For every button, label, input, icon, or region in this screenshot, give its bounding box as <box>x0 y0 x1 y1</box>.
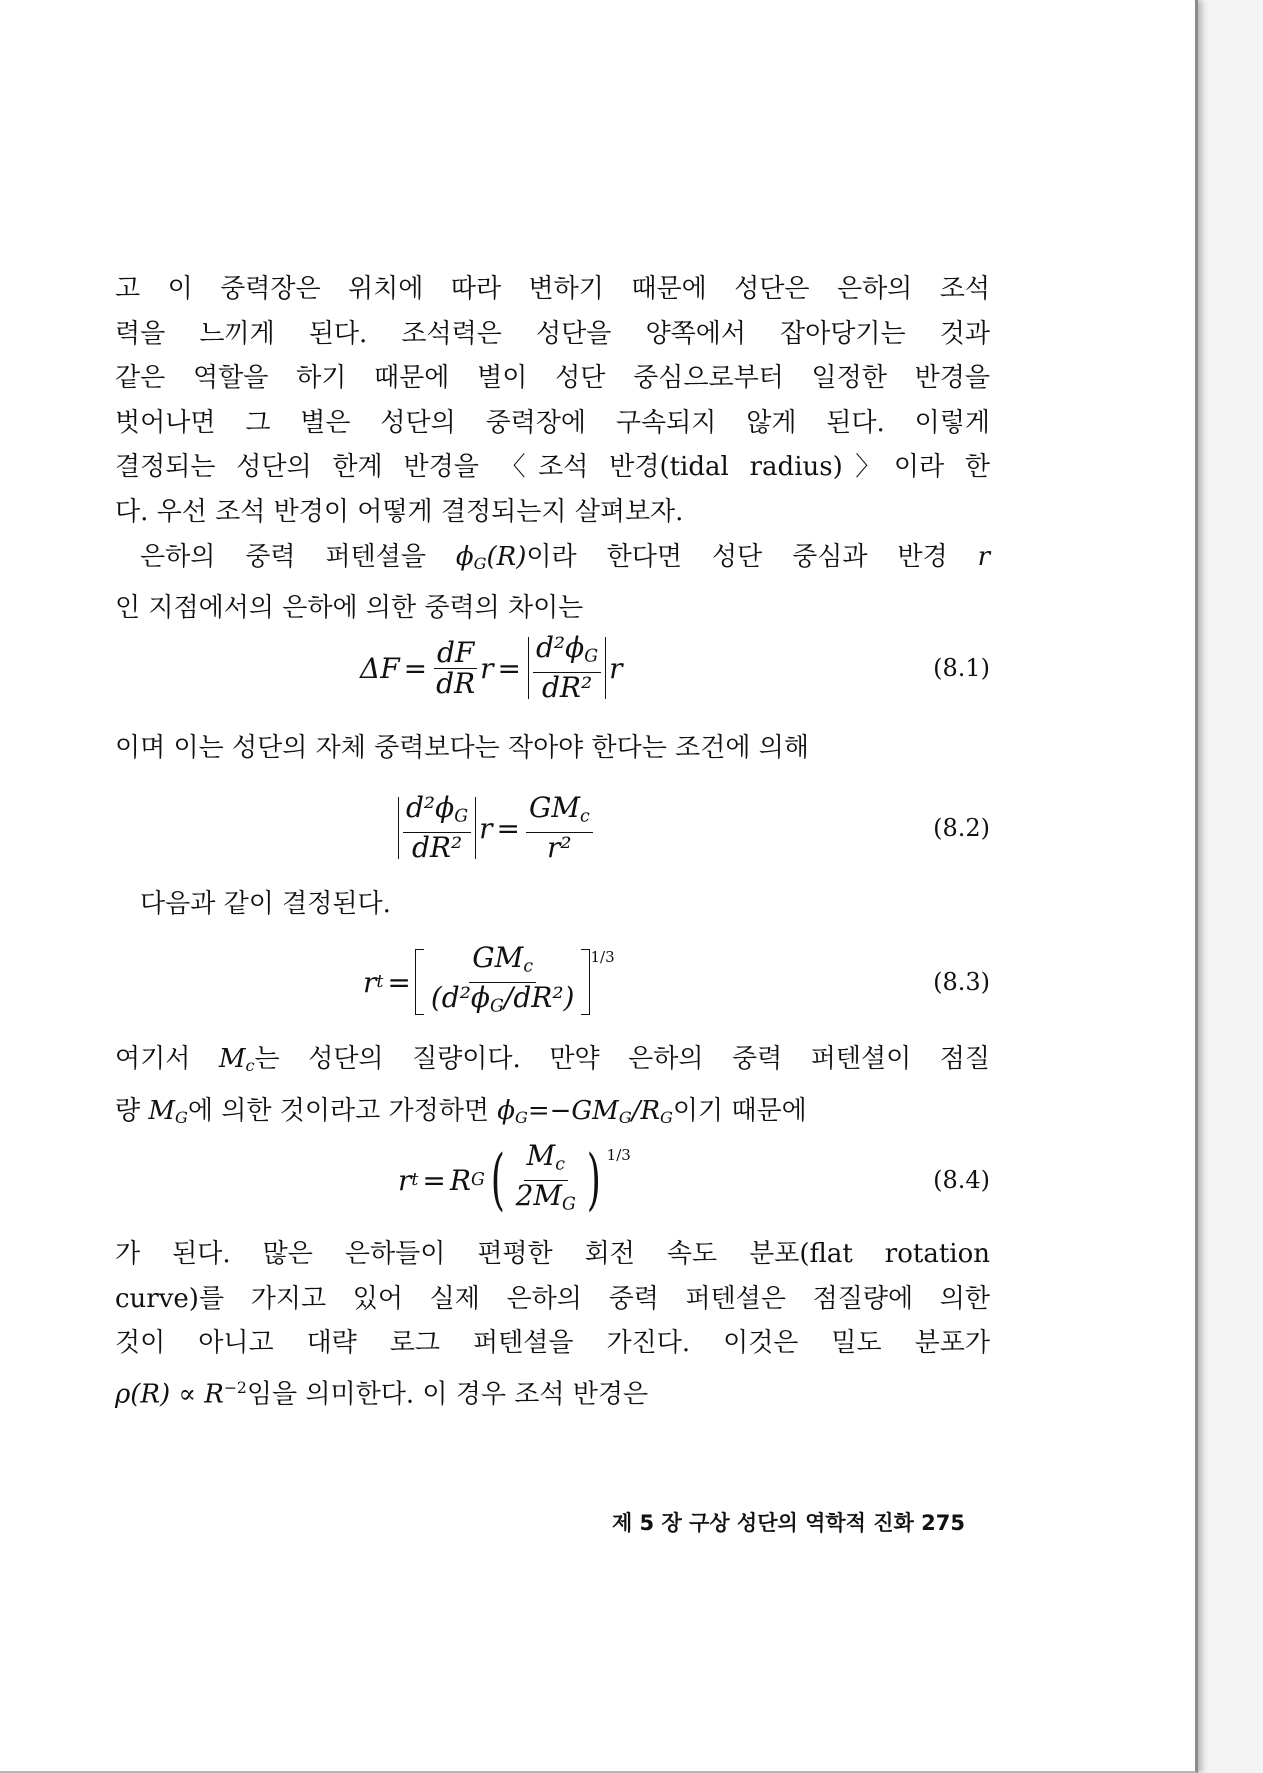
math-sub: G <box>660 1107 673 1127</box>
math-equals: = <box>496 811 520 845</box>
left-bracket <box>415 949 424 1015</box>
math-r: r <box>480 651 494 685</box>
math-sub: G <box>514 1107 528 1127</box>
text-span: 이기 때문에 <box>672 1095 807 1126</box>
right-bracket <box>581 949 590 1015</box>
math-text: =−GM <box>527 1095 619 1126</box>
text-line <box>115 1037 990 1089</box>
fraction-denominator <box>513 1178 579 1219</box>
text-line: 고 이 중력장은 위치에 따라 변하기 때문에 성단은 은하의 조석 <box>115 274 990 304</box>
fraction-second-derivative <box>533 633 601 702</box>
left-paren: ( <box>490 1141 505 1218</box>
equation-8-1 <box>115 628 990 708</box>
fraction-df-dr <box>433 635 478 700</box>
paragraph-condition <box>115 726 990 771</box>
fraction-numerator <box>524 1141 568 1180</box>
fraction-denominator <box>428 980 578 1021</box>
equation-8-3 <box>115 942 990 1022</box>
text-span: 량 <box>115 1095 149 1126</box>
math-sub: c <box>245 1056 255 1076</box>
fraction-tidal <box>428 943 578 1021</box>
paragraph-determined <box>115 882 990 927</box>
math-r: r <box>609 651 623 685</box>
text-line: 이며 이는 성단의 자체 중력보다는 작아야 한다는 조건에 의해 <box>115 733 810 763</box>
text-span: 는 성단의 질량이다. 만약 은하의 중력 퍼텐셜이 점질 <box>254 1044 990 1074</box>
paragraph-tidal-intro <box>115 267 990 631</box>
running-footer: 제 5 장 구상 성단의 역학적 진화 275 <box>611 1511 965 1535</box>
text-span: 임을 의미한다. 이 경우 조석 반경은 <box>246 1379 649 1410</box>
text-line <box>115 1089 990 1141</box>
math-sub: G <box>562 1193 576 1214</box>
text-line: 벗어나면 그 별은 성단의 중력장에 구속되지 않게 된다. 이렇게 <box>115 407 990 438</box>
equation-8-2 <box>115 788 990 868</box>
math-equals: = <box>387 965 411 999</box>
math-exponent: 1/3 <box>590 948 615 966</box>
fraction-numerator <box>526 793 593 832</box>
fraction-numerator <box>403 793 471 832</box>
fraction-numerator <box>469 943 536 982</box>
math-m: M <box>148 1095 176 1126</box>
absolute-value <box>398 791 476 864</box>
equation-body <box>363 942 615 1022</box>
text-line: 인 지점에서의 은하에 의한 중력의 차이는 <box>115 593 584 624</box>
math-r: r <box>398 1163 412 1197</box>
fraction-second-derivative <box>403 793 471 862</box>
math-m: M <box>218 1044 246 1074</box>
math-sub: G <box>454 806 469 827</box>
math-text: /R <box>631 1095 661 1126</box>
math-text: d²ϕ <box>406 791 455 825</box>
fraction-denominator: dR² <box>541 670 593 704</box>
math-r: r <box>479 811 493 845</box>
math-arg: (R) <box>486 541 527 572</box>
text-line: curve)를 가지고 있어 실제 은하의 중력 퍼텐셜은 점질량에 의한 <box>115 1283 990 1314</box>
math-equals: = <box>422 1163 446 1197</box>
math-phi: ϕ <box>497 1095 515 1126</box>
math-sub: c <box>555 1154 565 1175</box>
fraction-denominator: r² <box>547 830 572 864</box>
math-sub: G <box>470 1170 485 1190</box>
fraction-numerator: dF <box>434 638 477 669</box>
text-span: 에 의한 것이라고 가정하면 <box>187 1095 498 1126</box>
math-sub: G <box>584 646 599 667</box>
math-sub: t <box>411 1170 419 1190</box>
text-line <box>115 535 990 587</box>
paragraph-point-mass <box>115 1037 990 1140</box>
fraction-gm-r2 <box>526 793 593 862</box>
math-sub: G <box>175 1107 188 1127</box>
text-line: 같은 역할을 하기 때문에 별이 성단 중심으로부터 일정한 반경을 <box>115 363 990 394</box>
text-line: 가 된다. 많은 은하들이 편평한 회전 속도 분포(flat rotation <box>115 1239 990 1269</box>
right-paren: ) <box>586 1141 601 1218</box>
math-sub: G <box>618 1107 632 1127</box>
math-r: r <box>363 965 377 999</box>
equation-number: (8.4) <box>933 1166 990 1194</box>
equation-body <box>398 1140 631 1220</box>
math-sub: G <box>473 553 487 573</box>
math-text: (d²ϕ <box>430 980 491 1014</box>
math-exponent: −2 <box>223 1378 247 1397</box>
math-r-galaxy: R <box>449 1163 471 1197</box>
math-equals: = <box>403 651 428 685</box>
math-text: M <box>526 1139 556 1173</box>
text-span: 이라 한다면 성단 중심과 반경 <box>526 541 978 572</box>
text-span: 은하의 중력 퍼텐셜을 <box>140 541 456 572</box>
math-phi: ϕ <box>455 541 474 572</box>
equation-number: (8.2) <box>933 814 990 842</box>
math-equals: = <box>497 651 521 685</box>
fraction-numerator <box>533 633 601 672</box>
equation-number: (8.1) <box>933 654 990 682</box>
text-line: 력을 느끼게 된다. 조석력은 성단을 양쪽에서 잡아당기는 것과 <box>115 318 990 349</box>
equation-body <box>395 788 595 868</box>
text-line: 결정되는 성단의 한계 반경을 〈조석 반경(tidal radius)〉이라 한 <box>115 452 990 483</box>
paragraph-log-potential <box>115 1232 990 1417</box>
math-delta-f: ΔF <box>360 651 400 685</box>
text-line: 다. 우선 조석 반경이 어떻게 결정되는지 살펴보자. <box>115 496 684 527</box>
fraction-mass-ratio <box>513 1141 579 1219</box>
fraction-denominator: dR <box>436 666 476 700</box>
math-density: ρ(R) ∝ R <box>115 1379 224 1410</box>
math-text: 2M <box>515 1178 563 1212</box>
equation-number: (8.3) <box>933 968 990 996</box>
math-exponent: 1/3 <box>606 1146 631 1164</box>
math-text: GM <box>528 791 581 825</box>
fraction-denominator: dR² <box>411 830 463 864</box>
equation-8-4 <box>115 1140 990 1220</box>
math-text: /dR²) <box>503 980 575 1014</box>
equation-body <box>360 628 623 708</box>
math-text: d²ϕ <box>536 631 585 665</box>
absolute-value <box>528 631 606 704</box>
math-text: GM <box>472 941 524 975</box>
math-sub: c <box>523 956 534 977</box>
text-line: 것이 아니고 대략 로그 퍼텐셜을 가진다. 이것은 밀도 분포가 <box>115 1328 990 1359</box>
math-r: r <box>977 541 991 572</box>
math-sub: c <box>580 806 590 827</box>
math-sub: G <box>490 995 504 1016</box>
text-span: 여기서 <box>115 1044 219 1074</box>
text-line <box>115 1366 990 1417</box>
math-sub: t <box>376 972 384 992</box>
text-line: 다음과 같이 결정된다. <box>140 889 391 919</box>
